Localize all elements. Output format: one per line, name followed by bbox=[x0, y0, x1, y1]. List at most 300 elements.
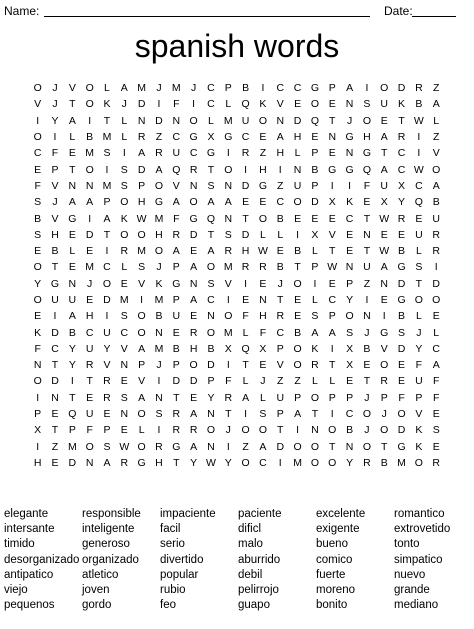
grid-cell[interactable]: R bbox=[103, 375, 111, 388]
grid-cell[interactable]: S bbox=[207, 277, 215, 290]
grid-cell[interactable]: I bbox=[330, 408, 334, 421]
grid-cell[interactable]: S bbox=[103, 147, 111, 160]
grid-cell[interactable]: T bbox=[69, 391, 76, 404]
grid-cell[interactable]: M bbox=[85, 147, 95, 160]
grid-cell[interactable]: B bbox=[398, 245, 406, 258]
grid-cell[interactable]: E bbox=[432, 310, 440, 323]
grid-cell[interactable]: O bbox=[137, 408, 146, 421]
grid-cell[interactable]: L bbox=[121, 261, 128, 274]
grid-cell[interactable]: E bbox=[51, 456, 59, 469]
grid-cell[interactable]: F bbox=[86, 424, 93, 437]
grid-cell[interactable]: M bbox=[102, 179, 112, 192]
grid-cell[interactable]: X bbox=[346, 342, 354, 355]
grid-cell[interactable]: B bbox=[311, 163, 319, 176]
grid-cell[interactable]: F bbox=[225, 375, 232, 388]
grid-cell[interactable]: I bbox=[105, 163, 109, 176]
grid-cell[interactable]: T bbox=[173, 391, 180, 404]
grid-cell[interactable]: P bbox=[346, 277, 354, 290]
grid-cell[interactable]: C bbox=[51, 342, 59, 355]
grid-cell[interactable]: V bbox=[34, 98, 42, 111]
grid-cell[interactable]: I bbox=[226, 440, 230, 453]
grid-cell[interactable]: F bbox=[415, 359, 423, 372]
grid-cell[interactable]: B bbox=[68, 326, 76, 339]
grid-cell[interactable]: H bbox=[259, 310, 267, 323]
grid-cell[interactable]: F bbox=[242, 310, 249, 323]
grid-cell[interactable]: T bbox=[277, 424, 284, 437]
grid-cell[interactable]: U bbox=[415, 375, 423, 388]
grid-cell[interactable]: V bbox=[120, 342, 128, 355]
grid-cell[interactable]: U bbox=[432, 212, 440, 225]
grid-cell[interactable]: A bbox=[172, 196, 180, 209]
grid-cell[interactable]: P bbox=[294, 391, 302, 404]
grid-cell[interactable]: O bbox=[310, 440, 319, 453]
grid-cell[interactable]: N bbox=[120, 359, 129, 372]
grid-cell[interactable]: Z bbox=[294, 375, 301, 388]
grid-cell[interactable]: C bbox=[328, 294, 337, 306]
grid-cell[interactable]: D bbox=[155, 114, 163, 127]
grid-cell[interactable]: B bbox=[276, 212, 284, 225]
grid-cell[interactable]: C bbox=[432, 342, 440, 355]
grid-cell[interactable]: C bbox=[276, 196, 285, 209]
grid-cell[interactable]: P bbox=[68, 424, 76, 437]
grid-cell[interactable]: L bbox=[260, 228, 266, 241]
grid-cell[interactable]: H bbox=[276, 147, 285, 160]
grid-cell[interactable]: I bbox=[365, 82, 369, 95]
grid-cell[interactable]: O bbox=[293, 277, 302, 290]
grid-cell[interactable]: A bbox=[68, 196, 76, 209]
grid-cell[interactable]: W bbox=[413, 163, 424, 176]
grid-cell[interactable]: E bbox=[328, 212, 336, 225]
grid-cell[interactable]: Y bbox=[68, 342, 76, 355]
grid-cell[interactable]: Y bbox=[190, 456, 198, 469]
grid-cell[interactable]: U bbox=[241, 114, 250, 127]
grid-cell[interactable]: W bbox=[379, 212, 390, 225]
grid-cell[interactable]: M bbox=[397, 456, 406, 469]
grid-cell[interactable]: N bbox=[207, 408, 215, 421]
grid-cell[interactable]: R bbox=[103, 391, 111, 404]
grid-cell[interactable]: A bbox=[68, 310, 76, 323]
grid-cell[interactable]: X bbox=[224, 342, 232, 355]
grid-cell[interactable]: U bbox=[68, 294, 77, 306]
grid-cell[interactable]: H bbox=[241, 245, 250, 258]
grid-cell[interactable]: I bbox=[261, 82, 265, 95]
grid-cell[interactable]: T bbox=[329, 440, 336, 453]
grid-cell[interactable]: C bbox=[85, 326, 94, 339]
grid-cell[interactable]: J bbox=[381, 408, 387, 421]
grid-cell[interactable]: N bbox=[137, 114, 146, 127]
grid-cell[interactable]: E bbox=[346, 245, 354, 258]
grid-cell[interactable]: E bbox=[86, 245, 94, 258]
grid-cell[interactable]: O bbox=[85, 82, 94, 95]
grid-cell[interactable]: L bbox=[208, 114, 214, 127]
grid-cell[interactable]: O bbox=[206, 424, 216, 437]
grid-cell[interactable]: N bbox=[259, 294, 267, 306]
grid-cell[interactable]: B bbox=[346, 424, 354, 437]
grid-cell[interactable]: G bbox=[172, 277, 181, 290]
grid-cell[interactable]: U bbox=[172, 310, 181, 323]
grid-cell[interactable]: I bbox=[296, 228, 300, 241]
grid-cell[interactable]: I bbox=[330, 342, 334, 355]
grid-cell[interactable]: P bbox=[172, 261, 180, 274]
grid-cell[interactable]: E bbox=[363, 359, 371, 372]
grid-cell[interactable]: U bbox=[103, 326, 111, 339]
grid-cell[interactable]: E bbox=[190, 245, 198, 258]
grid-cell[interactable]: S bbox=[34, 196, 42, 209]
grid-cell[interactable]: R bbox=[397, 131, 406, 144]
grid-cell[interactable]: D bbox=[51, 326, 59, 339]
grid-cell[interactable]: N bbox=[85, 456, 94, 469]
grid-cell[interactable]: Y bbox=[34, 277, 42, 290]
grid-cell[interactable]: F bbox=[433, 391, 440, 404]
grid-cell[interactable]: D bbox=[189, 228, 198, 241]
grid-cell[interactable]: Q bbox=[68, 408, 77, 421]
grid-cell[interactable]: O bbox=[102, 277, 112, 290]
grid-cell[interactable]: P bbox=[51, 163, 59, 176]
grid-cell[interactable]: G bbox=[206, 147, 216, 160]
grid-cell[interactable]: O bbox=[85, 163, 94, 176]
grid-cell[interactable]: W bbox=[413, 114, 424, 127]
grid-cell[interactable]: S bbox=[259, 408, 267, 421]
grid-cell[interactable]: A bbox=[190, 294, 198, 306]
grid-cell[interactable]: N bbox=[363, 310, 371, 323]
grid-cell[interactable]: J bbox=[156, 359, 162, 372]
grid-cell[interactable]: D bbox=[241, 228, 250, 241]
grid-cell[interactable]: I bbox=[70, 375, 74, 388]
grid-cell[interactable]: R bbox=[189, 326, 198, 339]
grid-cell[interactable]: N bbox=[155, 326, 163, 339]
grid-cell[interactable]: U bbox=[51, 294, 59, 306]
grid-cell[interactable]: O bbox=[328, 424, 337, 437]
grid-cell[interactable]: M bbox=[137, 82, 146, 95]
grid-cell[interactable]: I bbox=[88, 114, 92, 127]
grid-cell[interactable]: A bbox=[190, 261, 198, 274]
grid-cell[interactable]: A bbox=[380, 261, 388, 274]
grid-cell[interactable]: A bbox=[207, 245, 215, 258]
grid-cell[interactable]: S bbox=[311, 310, 319, 323]
grid-cell[interactable]: N bbox=[224, 212, 233, 225]
grid-cell[interactable]: I bbox=[244, 408, 248, 421]
grid-cell[interactable]: R bbox=[85, 359, 94, 372]
grid-cell[interactable]: V bbox=[51, 179, 59, 192]
grid-cell[interactable]: Z bbox=[155, 131, 163, 144]
grid-cell[interactable]: L bbox=[294, 147, 301, 160]
grid-cell[interactable]: L bbox=[225, 98, 232, 111]
grid-cell[interactable]: D bbox=[103, 294, 111, 306]
grid-cell[interactable]: E bbox=[120, 375, 128, 388]
grid-cell[interactable]: L bbox=[121, 131, 128, 144]
grid-cell[interactable]: G bbox=[345, 131, 354, 144]
grid-cell[interactable]: O bbox=[120, 228, 129, 241]
grid-cell[interactable]: W bbox=[205, 456, 216, 469]
grid-cell[interactable]: S bbox=[224, 228, 232, 241]
grid-cell[interactable]: I bbox=[417, 147, 421, 160]
grid-cell[interactable]: J bbox=[364, 326, 370, 339]
grid-cell[interactable]: O bbox=[397, 408, 406, 421]
grid-cell[interactable]: E bbox=[120, 277, 128, 290]
grid-cell[interactable]: R bbox=[363, 456, 371, 469]
grid-cell[interactable]: R bbox=[241, 261, 250, 274]
grid-cell[interactable]: T bbox=[86, 375, 93, 388]
grid-cell[interactable]: G bbox=[189, 131, 198, 144]
grid-cell[interactable]: R bbox=[380, 375, 389, 388]
grid-cell[interactable]: Z bbox=[259, 147, 267, 160]
grid-cell[interactable]: I bbox=[192, 98, 196, 111]
grid-cell[interactable]: S bbox=[415, 261, 423, 274]
grid-cell[interactable]: E bbox=[432, 408, 440, 421]
grid-cell[interactable]: C bbox=[397, 163, 406, 176]
grid-cell[interactable]: E bbox=[346, 375, 354, 388]
grid-cell[interactable]: D bbox=[397, 277, 406, 290]
grid-cell[interactable]: C bbox=[207, 294, 215, 306]
grid-cell[interactable]: T bbox=[329, 114, 336, 127]
grid-cell[interactable]: O bbox=[310, 456, 319, 469]
grid-cell[interactable]: E bbox=[346, 228, 354, 241]
grid-cell[interactable]: A bbox=[242, 391, 250, 404]
grid-cell[interactable]: G bbox=[258, 179, 268, 192]
grid-cell[interactable]: R bbox=[172, 228, 181, 241]
grid-cell[interactable]: G bbox=[397, 294, 406, 306]
grid-cell[interactable]: M bbox=[85, 261, 95, 274]
grid-cell[interactable]: E bbox=[294, 98, 302, 111]
grid-cell[interactable]: I bbox=[348, 179, 352, 192]
grid-cell[interactable]: E bbox=[34, 310, 42, 323]
grid-cell[interactable]: I bbox=[122, 147, 126, 160]
grid-cell[interactable]: G bbox=[189, 212, 198, 225]
grid-cell[interactable]: E bbox=[294, 294, 302, 306]
grid-cell[interactable]: B bbox=[51, 245, 59, 258]
grid-cell[interactable]: F bbox=[259, 326, 267, 339]
grid-cell[interactable]: I bbox=[53, 131, 57, 144]
grid-cell[interactable]: E bbox=[242, 196, 250, 209]
grid-cell[interactable]: S bbox=[346, 326, 354, 339]
grid-cell[interactable]: E bbox=[328, 98, 336, 111]
grid-cell[interactable]: F bbox=[363, 179, 371, 192]
grid-cell[interactable]: T bbox=[329, 245, 336, 258]
grid-cell[interactable]: T bbox=[381, 440, 388, 453]
grid-cell[interactable]: C bbox=[276, 82, 285, 95]
grid-cell[interactable]: R bbox=[155, 440, 163, 453]
grid-cell[interactable]: Z bbox=[277, 375, 284, 388]
grid-cell[interactable]: N bbox=[276, 114, 285, 127]
grid-cell[interactable]: V bbox=[415, 408, 423, 421]
grid-cell[interactable]: E bbox=[34, 245, 42, 258]
grid-cell[interactable]: O bbox=[258, 212, 268, 225]
grid-cell[interactable]: A bbox=[155, 163, 163, 176]
grid-cell[interactable]: W bbox=[136, 212, 147, 225]
grid-cell[interactable]: P bbox=[346, 391, 354, 404]
grid-cell[interactable]: T bbox=[103, 114, 111, 127]
grid-cell[interactable]: P bbox=[311, 261, 319, 274]
grid-cell[interactable]: E bbox=[34, 163, 42, 176]
grid-cell[interactable]: T bbox=[51, 261, 59, 274]
grid-cell[interactable]: V bbox=[138, 277, 146, 290]
grid-cell[interactable]: E bbox=[259, 277, 267, 290]
grid-cell[interactable]: C bbox=[259, 456, 267, 469]
grid-cell[interactable]: O bbox=[189, 359, 198, 372]
grid-cell[interactable]: Y bbox=[346, 456, 354, 469]
grid-cell[interactable]: M bbox=[223, 114, 233, 127]
grid-cell[interactable]: G bbox=[172, 440, 181, 453]
grid-cell[interactable]: O bbox=[189, 196, 198, 209]
grid-cell[interactable]: M bbox=[154, 294, 164, 306]
grid-cell[interactable]: A bbox=[103, 212, 111, 225]
grid-cell[interactable]: R bbox=[172, 408, 181, 421]
grid-cell[interactable]: K bbox=[259, 98, 267, 111]
grid-cell[interactable]: O bbox=[380, 359, 389, 372]
grid-cell[interactable]: E bbox=[398, 359, 406, 372]
grid-cell[interactable]: H bbox=[137, 196, 146, 209]
grid-cell[interactable]: N bbox=[311, 424, 319, 437]
grid-cell[interactable]: G bbox=[345, 163, 354, 176]
grid-cell[interactable]: C bbox=[189, 147, 198, 160]
grid-cell[interactable]: E bbox=[328, 277, 336, 290]
grid-cell[interactable]: C bbox=[103, 261, 111, 274]
grid-cell[interactable]: D bbox=[51, 375, 59, 388]
grid-cell[interactable]: O bbox=[293, 196, 302, 209]
grid-cell[interactable]: O bbox=[85, 98, 94, 111]
grid-cell[interactable]: U bbox=[363, 261, 371, 274]
grid-cell[interactable]: A bbox=[120, 82, 128, 95]
grid-cell[interactable]: S bbox=[120, 179, 128, 192]
grid-cell[interactable]: O bbox=[293, 440, 302, 453]
grid-cell[interactable]: M bbox=[223, 261, 233, 274]
grid-cell[interactable]: N bbox=[172, 114, 181, 127]
grid-cell[interactable]: R bbox=[397, 212, 406, 225]
grid-cell[interactable]: D bbox=[293, 114, 302, 127]
grid-cell[interactable]: E bbox=[103, 408, 111, 421]
grid-cell[interactable]: O bbox=[33, 82, 42, 95]
grid-cell[interactable]: J bbox=[156, 82, 162, 95]
grid-cell[interactable]: T bbox=[363, 212, 371, 225]
grid-cell[interactable]: Z bbox=[363, 277, 371, 290]
grid-cell[interactable]: H bbox=[155, 228, 163, 241]
grid-cell[interactable]: O bbox=[189, 114, 198, 127]
grid-cell[interactable]: I bbox=[244, 277, 248, 290]
grid-cell[interactable]: D bbox=[276, 440, 285, 453]
grid-cell[interactable]: R bbox=[432, 228, 440, 241]
grid-cell[interactable]: C bbox=[345, 408, 354, 421]
grid-cell[interactable]: T bbox=[207, 163, 215, 176]
grid-cell[interactable]: P bbox=[207, 375, 215, 388]
grid-cell[interactable]: E bbox=[311, 131, 319, 144]
grid-cell[interactable]: I bbox=[417, 131, 421, 144]
grid-cell[interactable]: O bbox=[432, 163, 441, 176]
grid-cell[interactable]: A bbox=[190, 408, 198, 421]
grid-cell[interactable]: N bbox=[85, 179, 94, 192]
grid-cell[interactable]: S bbox=[120, 310, 128, 323]
grid-cell[interactable]: E bbox=[380, 228, 388, 241]
grid-cell[interactable]: V bbox=[138, 375, 146, 388]
grid-cell[interactable]: T bbox=[415, 277, 423, 290]
grid-cell[interactable]: L bbox=[242, 375, 249, 388]
grid-cell[interactable]: W bbox=[379, 245, 390, 258]
grid-cell[interactable]: U bbox=[415, 228, 423, 241]
grid-cell[interactable]: C bbox=[120, 326, 129, 339]
grid-cell[interactable]: D bbox=[397, 424, 406, 437]
grid-cell[interactable]: B bbox=[415, 98, 423, 111]
grid-cell[interactable]: I bbox=[330, 179, 334, 192]
grid-cell[interactable]: D bbox=[397, 342, 406, 355]
grid-cell[interactable]: H bbox=[259, 163, 267, 176]
grid-cell[interactable]: F bbox=[433, 375, 440, 388]
grid-cell[interactable]: E bbox=[190, 310, 198, 323]
grid-cell[interactable]: I bbox=[36, 391, 40, 404]
grid-cell[interactable]: O bbox=[310, 391, 319, 404]
grid-cell[interactable]: V bbox=[380, 342, 388, 355]
grid-cell[interactable]: I bbox=[36, 440, 40, 453]
grid-cell[interactable]: G bbox=[362, 147, 371, 160]
grid-cell[interactable]: O bbox=[258, 424, 268, 437]
grid-cell[interactable]: C bbox=[397, 147, 406, 160]
grid-cell[interactable]: P bbox=[138, 179, 146, 192]
grid-cell[interactable]: N bbox=[207, 310, 215, 323]
grid-cell[interactable]: O bbox=[33, 294, 42, 306]
grid-cell[interactable]: O bbox=[414, 294, 423, 306]
grid-cell[interactable]: R bbox=[432, 456, 440, 469]
grid-cell[interactable]: N bbox=[293, 163, 302, 176]
grid-cell[interactable]: O bbox=[362, 440, 371, 453]
grid-cell[interactable]: M bbox=[171, 82, 181, 95]
grid-cell[interactable]: I bbox=[36, 114, 40, 127]
grid-cell[interactable]: A bbox=[207, 196, 215, 209]
grid-cell[interactable]: I bbox=[296, 424, 300, 437]
grid-cell[interactable]: G bbox=[154, 196, 164, 209]
grid-cell[interactable]: V bbox=[68, 82, 76, 95]
grid-cell[interactable]: V bbox=[51, 212, 59, 225]
grid-cell[interactable]: Y bbox=[415, 342, 423, 355]
grid-cell[interactable]: P bbox=[138, 359, 146, 372]
grid-cell[interactable]: C bbox=[207, 82, 215, 95]
grid-cell[interactable]: I bbox=[88, 212, 92, 225]
grid-cell[interactable]: I bbox=[226, 294, 230, 306]
grid-cell[interactable]: B bbox=[242, 82, 250, 95]
grid-cell[interactable]: J bbox=[364, 424, 370, 437]
grid-cell[interactable]: I bbox=[434, 261, 438, 274]
grid-cell[interactable]: J bbox=[156, 261, 162, 274]
grid-cell[interactable]: C bbox=[172, 131, 181, 144]
grid-cell[interactable]: B bbox=[155, 310, 163, 323]
grid-cell[interactable]: P bbox=[103, 196, 111, 209]
grid-cell[interactable]: T bbox=[381, 147, 388, 160]
grid-cell[interactable]: J bbox=[87, 277, 93, 290]
grid-cell[interactable]: O bbox=[310, 98, 319, 111]
grid-cell[interactable]: R bbox=[172, 424, 181, 437]
grid-cell[interactable]: C bbox=[345, 212, 354, 225]
grid-cell[interactable]: I bbox=[278, 456, 282, 469]
grid-cell[interactable]: E bbox=[363, 196, 371, 209]
grid-cell[interactable]: P bbox=[172, 294, 180, 306]
grid-cell[interactable]: E bbox=[259, 196, 267, 209]
grid-cell[interactable]: P bbox=[311, 179, 319, 192]
grid-cell[interactable]: L bbox=[104, 82, 110, 95]
grid-cell[interactable]: O bbox=[414, 456, 423, 469]
date-field[interactable] bbox=[412, 16, 456, 17]
grid-cell[interactable]: D bbox=[397, 82, 406, 95]
grid-cell[interactable]: L bbox=[242, 326, 249, 339]
grid-cell[interactable]: J bbox=[416, 326, 422, 339]
grid-cell[interactable]: O bbox=[380, 424, 389, 437]
grid-cell[interactable]: S bbox=[155, 408, 163, 421]
grid-cell[interactable]: T bbox=[398, 114, 405, 127]
grid-cell[interactable]: I bbox=[365, 294, 369, 306]
grid-cell[interactable]: M bbox=[119, 294, 129, 306]
grid-cell[interactable]: L bbox=[69, 245, 76, 258]
grid-cell[interactable]: T bbox=[242, 359, 249, 372]
grid-cell[interactable]: L bbox=[415, 310, 422, 323]
grid-cell[interactable]: S bbox=[207, 179, 215, 192]
grid-cell[interactable]: A bbox=[432, 98, 440, 111]
grid-cell[interactable]: S bbox=[398, 326, 406, 339]
